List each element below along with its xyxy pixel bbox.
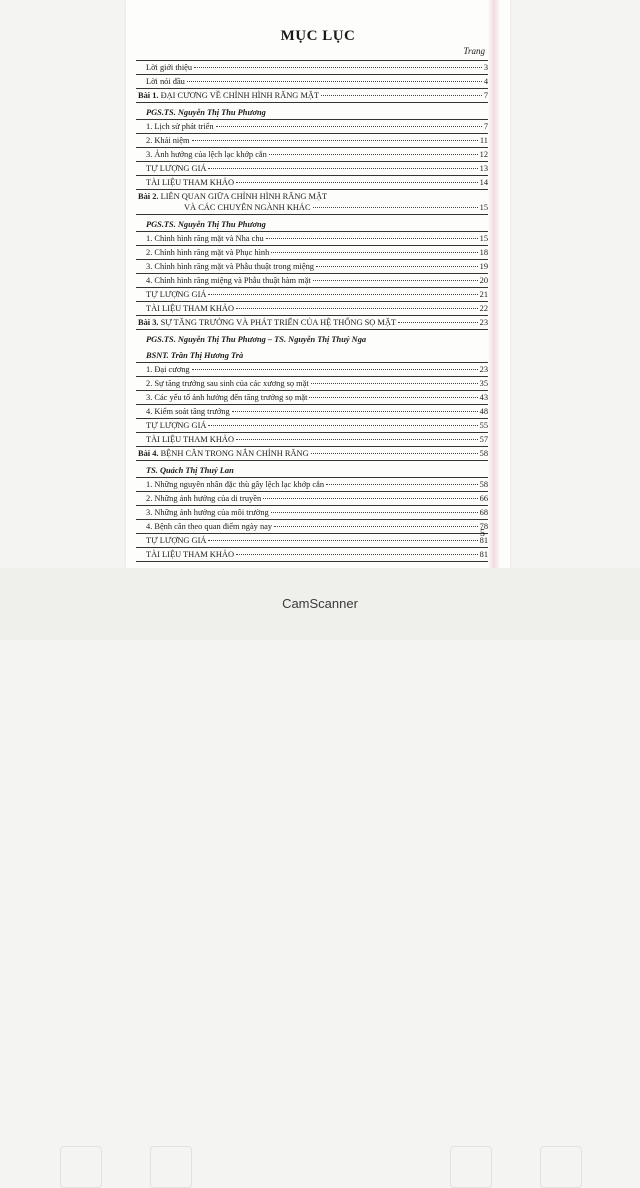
toc-entry-line — [146, 303, 488, 314]
page-ref: 7 — [483, 122, 488, 131]
toc-entry-line — [146, 177, 488, 188]
page-ref: 58 — [479, 449, 488, 458]
entry-title: Lời giới thiệu — [146, 63, 193, 72]
leader-dots — [309, 397, 477, 398]
table-of-contents — [136, 60, 488, 562]
entry-title: 3. Ảnh hưởng của lệch lạc khớp cắn — [146, 150, 267, 159]
toc-entry — [136, 232, 488, 246]
page-ref: 35 — [479, 379, 488, 388]
scanner-watermark: CamScanner — [282, 596, 358, 611]
leader-dots — [208, 425, 477, 426]
page-ref: 55 — [479, 421, 488, 430]
leader-dots — [236, 554, 478, 555]
leader-dots — [216, 126, 482, 127]
leader-dots — [236, 182, 478, 183]
page-ref: 43 — [479, 393, 488, 402]
toc-entry — [136, 391, 488, 405]
chapter-title-group — [138, 317, 396, 328]
chapter-heading — [136, 447, 488, 461]
toc-entry — [136, 162, 488, 176]
leader-dots — [271, 512, 478, 513]
chapter-title: ĐẠI CƯƠNG VỀ CHỈNH HÌNH RĂNG MẶT — [160, 91, 320, 100]
page-number: 5 — [480, 528, 485, 539]
entry-title: TÀI LIỆU THAM KHẢO — [146, 550, 235, 559]
leader-dots — [271, 252, 477, 253]
leader-dots — [398, 322, 478, 323]
page-ref: 3 — [483, 63, 488, 72]
leader-dots — [311, 453, 478, 454]
toc-entry-line — [146, 493, 488, 504]
leader-dots — [208, 540, 477, 541]
decor-frame-icon — [60, 1146, 102, 1188]
toc-entry — [136, 478, 488, 492]
toc-entry — [136, 288, 488, 302]
page-ref: 23 — [479, 318, 488, 327]
author-line: PGS.TS. Nguyễn Thị Thu Phương – TS. Nguyễn Thị Thuý Nga — [146, 335, 367, 344]
page-ref: 12 — [479, 150, 488, 159]
leader-dots — [236, 308, 478, 309]
chapter-heading-line — [138, 317, 488, 328]
page-ref: 23 — [479, 365, 488, 374]
entry-title: 2. Sự tăng trưởng sau sinh của các xương sọ mặt — [146, 379, 309, 388]
chapter-heading-line — [138, 448, 488, 459]
toc-entry-line — [146, 76, 488, 87]
page-ref: 81 — [479, 550, 488, 559]
page-edge-tint — [488, 0, 500, 568]
entry-title: 2. Khái niệm — [146, 136, 190, 145]
toc-entry — [136, 405, 488, 419]
entry-title: TÀI LIỆU THAM KHẢO — [146, 304, 235, 313]
toc-entry — [136, 419, 488, 433]
toc-entry — [136, 260, 488, 274]
leader-dots — [313, 207, 478, 208]
leader-dots — [311, 383, 478, 384]
toc-entry — [136, 377, 488, 391]
toc-entry — [136, 176, 488, 190]
chapter-title: BỆNH CĂN TRONG NẮN CHỈNH RĂNG — [160, 449, 309, 458]
page-ref: 58 — [479, 480, 488, 489]
leader-dots — [321, 95, 482, 96]
toc-entry — [136, 534, 488, 548]
chapter-heading — [136, 190, 488, 215]
document-page — [126, 0, 510, 568]
entry-title: 1. Những nguyên nhân đặc thù gây lệch lạc khớp cắn — [146, 480, 325, 489]
chapter-heading — [136, 89, 488, 103]
toc-entry — [136, 120, 488, 134]
chapter-number: Bài 4. — [138, 449, 159, 458]
page-ref: 15 — [479, 234, 488, 243]
entry-title: TÀI LIỆU THAM KHẢO — [146, 435, 235, 444]
page-ref: 20 — [479, 276, 488, 285]
page-ref: 48 — [479, 407, 488, 416]
page-ref: 19 — [479, 262, 488, 271]
toc-entry — [136, 148, 488, 162]
toc-entry-line — [146, 406, 488, 417]
toc-entry-line — [146, 289, 488, 300]
decor-frame-icon — [540, 1146, 582, 1188]
chapter-number: Bài 2. — [138, 192, 159, 201]
toc-entry-line — [146, 549, 488, 560]
entry-title: 1. Lịch sử phát triển — [146, 122, 214, 131]
toc-entry-line — [146, 479, 488, 490]
toc-entry-line — [146, 233, 488, 244]
leader-dots — [208, 294, 477, 295]
entry-title: 4. Bệnh căn theo quan điểm ngày nay — [146, 522, 273, 531]
toc-entry-line — [146, 163, 488, 174]
toc-entry-line — [146, 507, 488, 518]
decor-frame-icon — [450, 1146, 492, 1188]
toc-entry — [136, 492, 488, 506]
chapter-number: Bài 3. — [138, 318, 159, 327]
leader-dots — [194, 67, 482, 68]
toc-entry-line — [146, 434, 488, 445]
leader-dots — [187, 81, 482, 82]
entry-title: TÀI LIỆU THAM KHẢO — [146, 178, 235, 187]
author-line: PGS.TS. Nguyễn Thị Thu Phương — [136, 215, 488, 232]
leader-dots — [313, 280, 478, 281]
leader-dots — [266, 238, 478, 239]
chapter-title-group — [138, 90, 319, 101]
page-ref: 78 — [479, 522, 488, 531]
toc-entry — [136, 134, 488, 148]
toc-entry-line — [146, 261, 488, 272]
entry-title: TỰ LƯỢNG GIÁ — [146, 164, 207, 173]
author-line: BSNT. Trần Thị Hương Trà — [136, 346, 488, 363]
toc-entry — [136, 363, 488, 377]
chapter-title: LIÊN QUAN GIỮA CHỈNH HÌNH RĂNG MẶT — [160, 192, 328, 201]
page-title: MỤC LỤC — [280, 28, 356, 44]
page-ref: 66 — [479, 494, 488, 503]
page-ref: 81 — [479, 536, 488, 545]
toc-entry — [136, 433, 488, 447]
entry-title: TỰ LƯỢNG GIÁ — [146, 290, 207, 299]
toc-entry — [136, 274, 488, 288]
toc-entry-line — [146, 275, 488, 286]
leader-dots — [192, 140, 478, 141]
leader-dots — [269, 154, 478, 155]
page-ref: 4 — [483, 77, 488, 86]
leader-dots — [208, 168, 477, 169]
toc-entry — [136, 246, 488, 260]
toc-entry-line — [146, 62, 488, 73]
entry-title: 3. Các yếu tố ảnh hưởng đến tăng trưởng sọ mặt — [146, 393, 308, 402]
chapter-heading — [136, 316, 488, 330]
page-ref: 15 — [479, 203, 488, 212]
toc-entry-line — [146, 121, 488, 132]
toc-entry-line — [146, 378, 488, 389]
page-ref: 22 — [479, 304, 488, 313]
entry-title: Lời nói đầu — [146, 77, 185, 86]
chapter-title-continued: VÀ CÁC CHUYÊN NGÀNH KHÁC — [184, 203, 311, 212]
leader-dots — [232, 411, 478, 412]
entry-title: 4. Kiểm soát tăng trưởng — [146, 407, 230, 416]
toc-entry-line — [146, 392, 488, 403]
entry-title: TỰ LƯỢNG GIÁ — [146, 536, 207, 545]
toc-entry-line — [146, 247, 488, 258]
page-ref: 11 — [479, 136, 488, 145]
chapter-number: Bài 1. — [138, 91, 159, 100]
toc-entry-line — [146, 420, 488, 431]
entry-title: 3. Chỉnh hình răng mặt và Phẫu thuật trong miệng — [146, 262, 314, 271]
toc-entry — [136, 520, 488, 534]
leader-dots — [192, 369, 478, 370]
entry-title: 1. Đại cương — [146, 365, 190, 374]
page-ref: 57 — [479, 435, 488, 444]
entry-title: 2. Chỉnh hình răng mặt và Phục hình — [146, 248, 270, 257]
chapter-heading-line — [138, 90, 488, 101]
leader-dots — [274, 526, 478, 527]
entry-title: 4. Chỉnh hình răng miệng và Phẫu thuật hàm mặt — [146, 276, 311, 285]
chapter-heading-line — [138, 191, 488, 202]
page-ref: 7 — [483, 91, 488, 100]
decor-frame-icon — [150, 1146, 192, 1188]
chapter-title: SỰ TĂNG TRƯỞNG VÀ PHÁT TRIỂN CỦA HỆ THỐNG SỌ MẶT — [160, 318, 396, 327]
toc-entry — [136, 548, 488, 562]
leader-dots — [236, 439, 478, 440]
entry-title: 2. Những ảnh hưởng của di truyền — [146, 494, 262, 503]
leader-dots — [263, 498, 477, 499]
page-ref: 18 — [479, 248, 488, 257]
entry-title: TỰ LƯỢNG GIÁ — [146, 421, 207, 430]
author-line: PGS.TS. Nguyễn Thị Thu Phương — [136, 103, 488, 120]
entry-title: 1. Chỉnh hình răng mặt và Nha chu — [146, 234, 264, 243]
author-line: TS. Quách Thị Thuý Lan — [136, 461, 488, 478]
entry-title: 3. Những ảnh hưởng của môi trường — [146, 508, 269, 517]
toc-entry-line — [146, 364, 488, 375]
page-ref: 68 — [479, 508, 488, 517]
page-ref: 21 — [479, 290, 488, 299]
leader-dots — [326, 484, 478, 485]
toc-entry-line — [146, 521, 488, 532]
toc-entry-line — [146, 149, 488, 160]
leader-dots — [316, 266, 478, 267]
toc-entry — [136, 302, 488, 316]
toc-entry-line — [146, 535, 488, 546]
toc-entry — [136, 75, 488, 89]
chapter-heading-continuation — [138, 202, 488, 213]
toc-entry — [136, 506, 488, 520]
chapter-title-group — [138, 448, 309, 459]
toc-entry — [136, 61, 488, 75]
toc-entry-line — [146, 135, 488, 146]
page-ref: 14 — [479, 178, 488, 187]
page-column-label: Trang — [463, 46, 485, 56]
page-ref: 13 — [479, 164, 488, 173]
